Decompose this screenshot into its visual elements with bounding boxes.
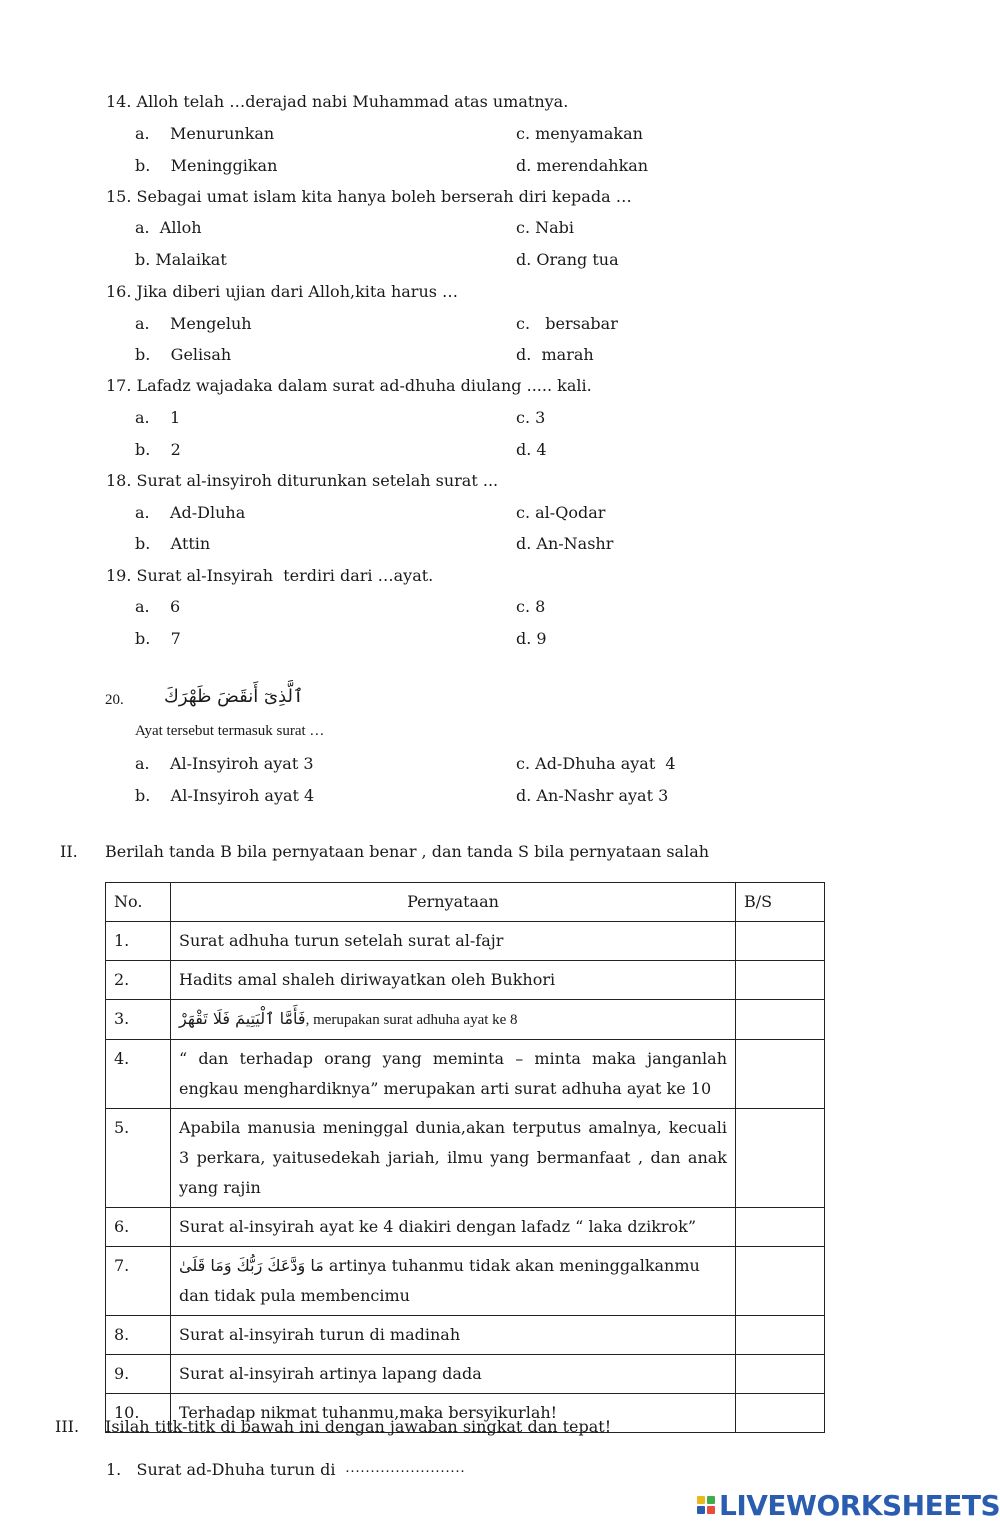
table-row (106, 1355, 825, 1394)
table-row (106, 1109, 825, 1208)
table-row (106, 1247, 825, 1316)
question-text: 17. Lafadz wajadaka dalam surat ad-dhuha diulang ..... kali. (106, 376, 592, 395)
section-3-instruction: Isilah titk-titk di bawah ini dengan jawaban singkat dan tepat! (105, 1417, 612, 1436)
option-d: d. Orang tua (516, 250, 619, 269)
question-text: 16. Jika diberi ujian dari Alloh,kita harus … (106, 282, 459, 301)
table-row (106, 1316, 825, 1355)
question-text: 14. Alloh telah …derajad nabi Muhammad atas umatnya. (106, 92, 569, 111)
question-text: 18. Surat al-insyiroh diturunkan setelah surat ... (106, 471, 499, 490)
statement-text: artinya tuhanmu tidak akan meninggalkanmu dan tidak pula membencimu (179, 1256, 700, 1305)
answer-cell[interactable] (736, 961, 825, 1000)
section-2-instruction: Berilah tanda B bila pernyataan benar , dan tanda S bila pernyataan salah (105, 842, 710, 861)
option-c: c. 8 (516, 597, 546, 616)
statement: Surat al-insyirah ayat ke 4 diakiri dengan lafadz “ laka dzikrok” (171, 1208, 736, 1247)
statement: Terhadap nikmat tuhanmu,maka bersyikurlah! (171, 1394, 736, 1433)
answer-cell[interactable] (736, 1040, 825, 1109)
option-b: b. Meninggikan (135, 156, 278, 175)
option-c: c. bersabar (516, 314, 618, 333)
row-number: 7. (106, 1247, 171, 1316)
answer-cell[interactable] (736, 1109, 825, 1208)
true-false-table (105, 882, 825, 1433)
option-d: d. An-Nashr (516, 534, 614, 553)
option-d: d. merendahkan (516, 156, 649, 175)
row-number: 4. (106, 1040, 171, 1109)
option-a: a. Mengeluh (135, 314, 252, 333)
table-row (106, 1208, 825, 1247)
option-b: b. 7 (135, 629, 181, 648)
header-no: No. (106, 883, 171, 922)
statement: Surat adhuha turun setelah surat al-fajr (171, 922, 736, 961)
logo-square (697, 1496, 705, 1504)
arabic-verse: ٱلَّذِىٓ أَنقَضَ ظَهْرَكَ (164, 686, 304, 707)
option-a: a. Menurunkan (135, 124, 275, 143)
statement: Surat al-insyirah artinya lapang dada (171, 1355, 736, 1394)
statement: Apabila manusia meninggal dunia,akan terputus amalnya, kecuali 3 perkara, yaitusedekah jariah, ilmu yang bermanfaat , dan anak yang rajin (171, 1109, 736, 1208)
statement: “ dan terhadap orang yang meminta – minta maka janganlah engkau menghardiknya” merupakan arti surat adhuha ayat ke 10 (171, 1040, 736, 1109)
option-d: d. An-Nashr ayat 3 (516, 786, 669, 805)
option-c: c. menyamakan (516, 124, 643, 143)
option-b: b. Gelisah (135, 345, 232, 364)
option-a: a. Ad-Dluha (135, 503, 246, 522)
table-row (106, 961, 825, 1000)
table-row (106, 922, 825, 961)
option-b: b. Al-Insyiroh ayat 4 (135, 786, 315, 805)
table-row (106, 1000, 825, 1040)
option-b: b. Malaikat (135, 250, 227, 269)
row-number: 9. (106, 1355, 171, 1394)
logo-square (697, 1506, 705, 1514)
statement (171, 1247, 736, 1316)
row-number: 8. (106, 1316, 171, 1355)
option-d: d. 9 (516, 629, 547, 648)
section-2-numeral: II. (60, 842, 78, 861)
answer-cell[interactable] (736, 922, 825, 961)
option-a: a. Alloh (135, 218, 202, 237)
statement-text: , merupakan surat adhuha ayat ke 8 (305, 1012, 518, 1028)
table-header-row (106, 883, 825, 922)
fill-item-1-label: 1. Surat ad-Dhuha turun di (106, 1460, 336, 1479)
option-b: b. 2 (135, 440, 181, 459)
answer-cell[interactable] (736, 1394, 825, 1433)
row-number: 2. (106, 961, 171, 1000)
logo-square (707, 1496, 715, 1504)
logo-square (707, 1506, 715, 1514)
option-c: c. Nabi (516, 218, 575, 237)
option-b: b. Attin (135, 534, 211, 553)
option-d: d. 4 (516, 440, 547, 459)
table-row (106, 1040, 825, 1109)
answer-cell[interactable] (736, 1355, 825, 1394)
question-text: 19. Surat al-Insyirah terdiri dari …ayat. (106, 566, 434, 585)
logo-text: LIVEWORKSHEETS (719, 1488, 1000, 1522)
liveworksheets-logo (697, 1487, 1000, 1523)
header-bs: B/S (736, 883, 825, 922)
section-3-numeral: III. (55, 1417, 80, 1436)
arabic-verse: فَأَمَّا ٱلْيَتِيمَ فَلَا تَقْهَرْ (179, 1009, 306, 1028)
fill-item-1-blank[interactable]: …………………… (345, 1460, 465, 1476)
answer-cell[interactable] (736, 1000, 825, 1040)
answer-cell[interactable] (736, 1316, 825, 1355)
question-prompt: Ayat tersebut termasuk surat … (135, 723, 325, 739)
row-number: 5. (106, 1109, 171, 1208)
option-a: a. 6 (135, 597, 181, 616)
question-number: 20. (105, 692, 124, 708)
statement: Hadits amal shaleh diriwayatkan oleh Bukhori (171, 961, 736, 1000)
answer-cell[interactable] (736, 1247, 825, 1316)
option-a: a. Al-Insyiroh ayat 3 (135, 754, 314, 773)
arabic-verse: مَا وَدَّعَكَ رَبُّكَ وَمَا قَلَىٰ (179, 1256, 324, 1275)
option-c: c. Ad-Dhuha ayat 4 (516, 754, 676, 773)
option-a: a. 1 (135, 408, 181, 427)
option-c: c. al-Qodar (516, 503, 606, 522)
logo-mark-icon (697, 1496, 715, 1514)
answer-cell[interactable] (736, 1208, 825, 1247)
row-number: 10. (106, 1394, 171, 1433)
row-number: 6. (106, 1208, 171, 1247)
question-text: 15. Sebagai umat islam kita hanya boleh berserah diri kepada … (106, 187, 632, 206)
header-statement: Pernyataan (171, 883, 736, 922)
option-c: c. 3 (516, 408, 546, 427)
statement: Surat al-insyirah turun di madinah (171, 1316, 736, 1355)
option-d: d. marah (516, 345, 594, 364)
row-number: 1. (106, 922, 171, 961)
row-number: 3. (106, 1000, 171, 1040)
statement (171, 1000, 736, 1040)
